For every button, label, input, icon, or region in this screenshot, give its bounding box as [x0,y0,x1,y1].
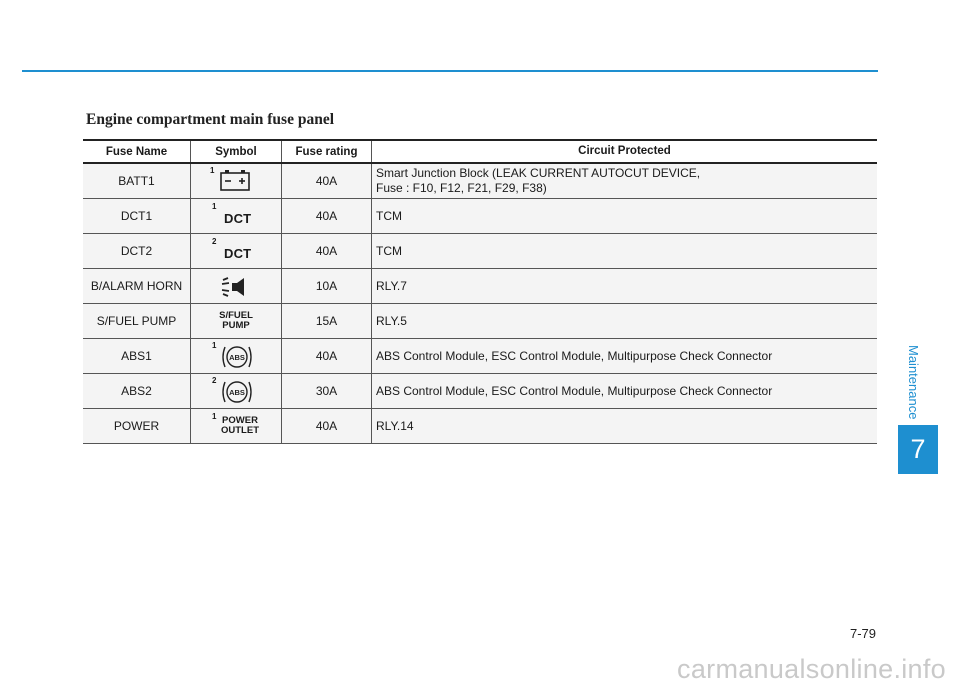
abs-icon [220,379,254,405]
circuit-protected: ABS Control Module, ESC Control Module, Multipurpose Check Connector [372,339,878,374]
circuit-protected: RLY.14 [372,409,878,444]
circuit-protected: TCM [372,234,878,269]
symbol-superscript: 1 [212,202,217,211]
symbol-superscript: 2 [212,237,217,246]
top-rule [22,70,878,72]
fuse-name: ABS1 [83,339,191,374]
symbol-cell [191,409,282,444]
fuse-rating: 40A [282,234,372,269]
symbol-superscript: 2 [212,376,217,385]
fuse-rating: 40A [282,409,372,444]
page-number: 7-79 [849,626,876,641]
horn-icon [220,276,252,298]
fuse-name: ABS2 [83,374,191,409]
fuse-name: POWER [83,409,191,444]
circuit-protected: RLY.5 [372,304,878,339]
table-row [83,304,877,339]
header-fuse-rating: Fuse rating [282,140,372,163]
circuit-line-2: Fuse : F10, F12, F21, F29, F38) [376,181,547,195]
dct-symbol: DCT [224,211,252,226]
section-title: Engine compartment main fuse panel [86,111,334,128]
symbol-cell [191,269,282,304]
fuse-name: B/ALARM HORN [83,269,191,304]
symbol-text-line-1: S/FUEL [219,310,253,321]
watermark: carmanualsonline.info [677,654,946,684]
symbol-superscript: 1 [212,341,217,350]
fuse-table [83,139,877,444]
battery-icon [220,170,250,192]
table-row [83,339,877,374]
header-symbol: Symbol [191,140,282,163]
table-row [83,234,877,269]
header-circuit-protected: Circuit Protected [372,140,878,163]
fuse-rating: 10A [282,269,372,304]
table-row [83,374,877,409]
fuse-name: DCT2 [83,234,191,269]
header-fuse-name: Fuse Name [83,140,191,163]
symbol-superscript: 1 [210,166,215,175]
symbol-text-line-2: OUTLET [221,425,259,436]
abs-icon-label: ABS [229,353,245,362]
fuse-rating: 40A [282,163,372,199]
fuel-pump-symbol [206,311,266,331]
circuit-protected: TCM [372,199,878,234]
symbol-cell [191,163,282,199]
dct-symbol: DCT [224,246,252,261]
symbol-superscript: 1 [212,412,217,421]
fuse-rating: 30A [282,374,372,409]
symbol-cell [191,234,282,269]
fuse-rating: 40A [282,339,372,374]
symbol-cell [191,374,282,409]
fuse-rating: 15A [282,304,372,339]
circuit-protected: ABS Control Module, ESC Control Module, Multipurpose Check Connector [372,374,878,409]
symbol-text-line-2: PUMP [222,320,250,331]
symbol-cell [191,339,282,374]
chapter-tab: 7 [898,425,938,474]
power-outlet-symbol [210,416,270,436]
fuse-name: S/FUEL PUMP [83,304,191,339]
symbol-cell [191,304,282,339]
circuit-line-1: Smart Junction Block (LEAK CURRENT AUTOCUT DEVICE, [376,166,701,180]
circuit-protected: RLY.7 [372,269,878,304]
abs-icon [220,344,254,370]
circuit-protected [372,163,878,199]
chapter-side-label: Maintenance [906,345,921,420]
symbol-text-line-1: POWER [222,415,258,426]
table-row [83,163,877,199]
table-header-row [83,140,877,163]
table-row [83,199,877,234]
abs-icon-label: ABS [229,388,245,397]
table-row [83,409,877,444]
table-row [83,269,877,304]
symbol-cell [191,199,282,234]
fuse-name: DCT1 [83,199,191,234]
fuse-name: BATT1 [83,163,191,199]
fuse-rating: 40A [282,199,372,234]
